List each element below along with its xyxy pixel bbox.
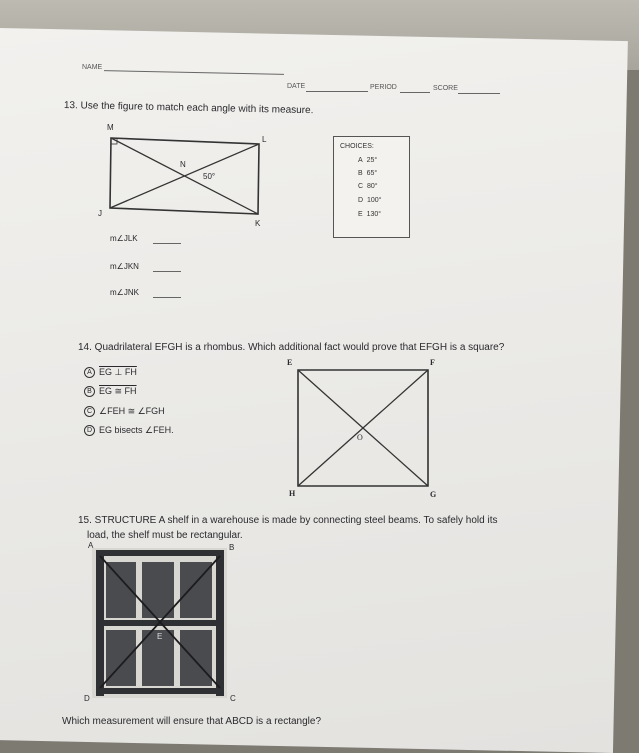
- choice-e: E 130°: [358, 211, 382, 218]
- q14-option-d[interactable]: D EG bisects ∠FEH.: [84, 425, 174, 436]
- box-6: [180, 630, 212, 686]
- q15-prompt-line1: 15. STRUCTURE A shelf in a warehouse is made by connecting steel beams. To safely hold its: [78, 515, 498, 526]
- label-j: J: [98, 209, 102, 218]
- label-o: O: [357, 433, 363, 442]
- period-blank[interactable]: [400, 92, 430, 93]
- choices-title: CHOICES:: [340, 143, 374, 150]
- angle-jlk-label: m∠JLK: [110, 234, 138, 243]
- label-d: D: [84, 694, 90, 703]
- q14-prompt: 14. Quadrilateral EFGH is a rhombus. Which additional fact would prove that EFGH is a square?: [78, 342, 505, 353]
- score-label: SCORE: [433, 85, 458, 92]
- label-a: A: [88, 541, 94, 550]
- angle-jkn-label: m∠JKN: [110, 262, 139, 271]
- name-label: NAME: [82, 64, 103, 71]
- score-blank[interactable]: [458, 93, 500, 94]
- label-n: N: [180, 160, 186, 169]
- q14-square-figure: [294, 366, 434, 491]
- label-h: H: [289, 489, 296, 498]
- choice-b: B 65°: [358, 170, 378, 177]
- angle-jnk-blank[interactable]: [153, 297, 181, 298]
- date-label: DATE: [287, 83, 306, 90]
- angle-label: 50°: [203, 172, 216, 181]
- label-b: B: [229, 543, 235, 552]
- diagonal-lj: [110, 144, 259, 208]
- choice-a: A 25°: [358, 157, 378, 164]
- choices-box: [333, 136, 410, 238]
- label-m: M: [107, 123, 114, 132]
- name-blank[interactable]: [104, 70, 284, 75]
- label-e-center: E: [157, 632, 163, 641]
- q14-option-b[interactable]: B EG ≅ FH: [84, 386, 137, 397]
- angle-jkn-blank[interactable]: [153, 271, 181, 272]
- q14-option-a[interactable]: A EG ⊥ FH: [84, 367, 137, 378]
- angle-jnk-label: m∠JNK: [110, 288, 139, 297]
- angle-jlk-blank[interactable]: [153, 243, 181, 244]
- label-c: C: [230, 694, 236, 703]
- bottom-beam: [96, 688, 224, 694]
- choice-c: C 80°: [358, 183, 378, 190]
- q15-shelf-figure: [92, 548, 227, 698]
- choice-d: D 100°: [358, 197, 382, 204]
- q15-prompt-line2: load, the shelf must be rectangular.: [87, 530, 243, 541]
- q14-option-c[interactable]: C ∠FEH ≅ ∠FGH: [84, 406, 165, 417]
- label-k: K: [255, 219, 261, 228]
- top-beam: [96, 550, 224, 556]
- q15-question: Which measurement will ensure that ABCD is a rectangle?: [62, 716, 322, 727]
- label-g: G: [430, 490, 437, 499]
- box-2: [142, 562, 174, 618]
- label-e: E: [287, 358, 293, 367]
- period-label: PERIOD: [370, 84, 397, 91]
- label-f: F: [430, 358, 435, 367]
- label-l: L: [262, 135, 267, 144]
- date-blank[interactable]: [306, 91, 368, 92]
- q13-figure: [105, 128, 265, 218]
- q13-prompt: 13. Use the figure to match each angle with its measure.: [63, 100, 314, 117]
